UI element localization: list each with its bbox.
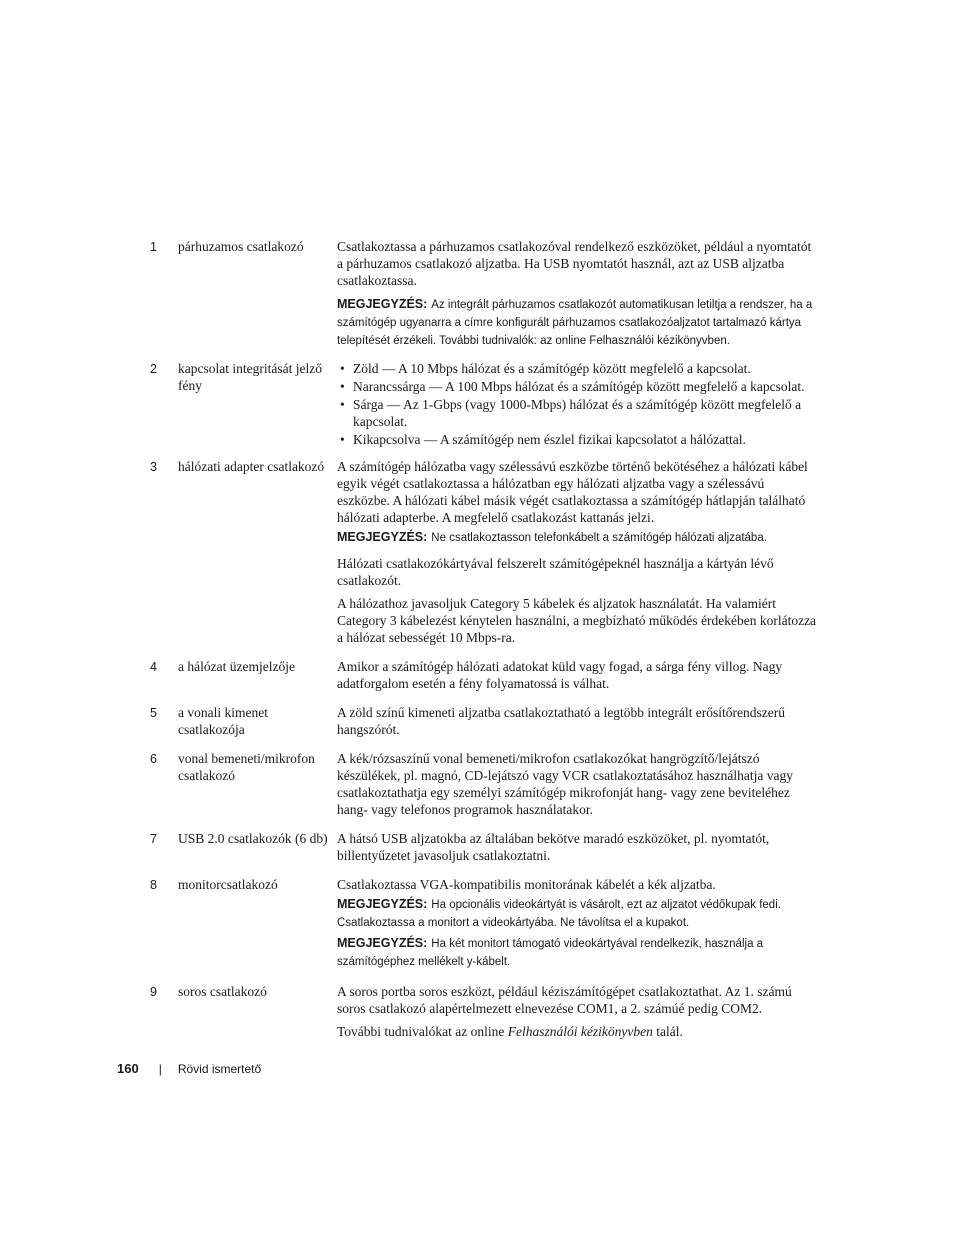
connector-description	[337, 458, 820, 652]
connector-description	[337, 876, 820, 977]
table-row	[150, 360, 820, 452]
bullet-icon: •	[340, 397, 345, 412]
description-text: A hálózathoz javasoljuk Category 5 kábelek és aljzatok használatát. Ha valamiért Category 3 kábelezést kénytelen használni, a megbízható működés érdekében korlátozza a hálózat sebességét 10 Mbps-ra.	[337, 596, 817, 645]
connector-name: vonal bemeneti/mikrofon csatlakozó	[178, 751, 315, 783]
row-number: 3	[150, 460, 157, 474]
description-text: A kék/rózsaszínű vonal bemeneti/mikrofon csatlakozókat hangrögzítő/lejátszó készülékek, pl. magnó, CD-lejátszó vagy VCR csatlakoztatásához használhatja vagy csatlakoztathatja egy személyi számítógép mikrofonját hang- vagy zene beviteléhez hang- vagy telefonos programok használatakor.	[337, 751, 793, 817]
bullet-list	[337, 360, 820, 448]
list-item	[337, 431, 820, 448]
bullet-icon: •	[340, 379, 345, 394]
row-number: 6	[150, 752, 157, 766]
row-number: 7	[150, 832, 157, 846]
description-text: Hálózati csatlakozókártyával felszerelt számítógépeknél használja a kártyán lévő csatlakozót.	[337, 556, 774, 588]
footer-separator: |	[158, 1061, 162, 1076]
note-text: Ha két monitort támogató videokártyával rendelkezik, használja a számítógéphez mellékelt y-kábelt.	[337, 938, 764, 968]
description-text: A zöld színű kimeneti aljzatba csatlakoztatható a legtöbb integrált erősítőrendszerű hangszórót.	[337, 705, 785, 737]
table-row	[150, 658, 820, 698]
connector-name: USB 2.0 csatlakozók (6 db)	[178, 831, 328, 846]
connector-description	[337, 360, 820, 452]
connector-description	[337, 830, 820, 870]
table-row	[150, 238, 820, 356]
description-text: A számítógép hálózatba vagy szélessávú eszközbe történő bekötéséhez a hálózati kábel egyik végét csatlakoztassa a hálózatban egy hálózati aljzatba vagy a szélessávú eszközbe. A hálózati kábel másik végét csatlakoztassa a számítógép hátlapján található hálózati adapterbe. A megfelelő csatlakozást kattanás jelzi.	[337, 459, 808, 525]
note-label: MEGJEGYZÉS:	[337, 936, 428, 950]
manual-title: Felhasználói kézikönyvben	[507, 1024, 653, 1039]
row-number: 1	[150, 240, 157, 254]
row-number: 2	[150, 362, 157, 376]
description-text: Csatlakoztassa VGA-kompatibilis monitorának kábelét a kék aljzatba.	[337, 877, 716, 892]
note-text: Ha opcionális videokártyát is vásárolt, ezt az aljzatot védőkupak fedi. Csatlakoztassa a monitort a videokártyába. Ne távolítsa el a kupakot.	[337, 899, 781, 929]
note	[337, 895, 820, 932]
connector-description	[337, 238, 820, 356]
note	[337, 528, 820, 547]
description-text: A hátsó USB aljzatokba az általában bekötve maradó eszközöket, pl. nyomtatót, billentyűzetet javasoljuk csatlakoztatni.	[337, 831, 770, 863]
connector-name: kapcsolat integritását jelző fény	[178, 361, 322, 393]
connector-name: hálózati adapter csatlakozó	[178, 459, 325, 474]
connector-description	[337, 658, 820, 698]
description-text	[337, 1023, 820, 1040]
text-fragment: talál.	[652, 1024, 683, 1039]
connector-description	[337, 983, 820, 1046]
note-text: Az integrált párhuzamos csatlakozót automatikusan letiltja a rendszer, ha a számítógép ugyanarra a címre konfigurált párhuzamos csatlakozóaljzatot tartalmazó kártya telepítését érzékeli. További tudnivalók: az online Felhasználói kézikönyvben.	[337, 299, 813, 347]
connector-name: párhuzamos csatlakozó	[178, 239, 304, 254]
row-number: 5	[150, 706, 157, 720]
list-item-text: Zöld — A 10 Mbps hálózat és a számítógép között megfelelő a kapcsolat.	[353, 361, 751, 376]
note-label: MEGJEGYZÉS:	[337, 897, 428, 911]
note-text: Ne csatlakoztasson telefonkábelt a számítógép hálózati aljzatába.	[431, 532, 767, 544]
page-footer	[117, 1061, 261, 1076]
bullet-icon: •	[340, 361, 345, 376]
row-number: 9	[150, 985, 157, 999]
list-item	[337, 378, 820, 395]
list-item-text: Sárga — Az 1-Gbps (vagy 1000-Mbps) hálózat és a számítógép között megfelelő a kapcsolat.	[353, 397, 802, 429]
description-text: Amikor a számítógép hálózati adatokat küld vagy fogad, a sárga fény villog. Nagy adatforgalom esetén a fény folyamatossá is válhat.	[337, 659, 783, 691]
list-item-text: Kikapcsolva — A számítógép nem észlel fizikai kapcsolatot a hálózattal.	[353, 432, 746, 447]
note	[337, 295, 820, 350]
section-title: Rövid ismertető	[177, 1061, 262, 1076]
connector-name: a vonali kimenet csatlakozója	[178, 705, 268, 737]
list-item	[337, 396, 820, 430]
note	[337, 934, 820, 971]
connector-description	[337, 704, 820, 744]
connector-description	[337, 750, 820, 824]
text-fragment: További tudnivalókat az online	[337, 1024, 508, 1039]
table-row	[150, 830, 820, 870]
list-item-text: Narancssárga — A 100 Mbps hálózat és a számítógép között megfelelő a kapcsolat.	[353, 379, 805, 394]
connector-table	[150, 238, 820, 1046]
page-number: 160	[117, 1061, 139, 1076]
description-text: A soros portba soros eszközt, például kéziszámítógépet csatlakoztathat. Az 1. számú soros csatlakozó alapértelmezett elnevezése COM1, a 2. számúé pedig COM2.	[337, 984, 792, 1016]
table-row	[150, 704, 820, 744]
connector-name: monitorcsatlakozó	[178, 877, 278, 892]
row-number: 8	[150, 878, 157, 892]
table-row	[150, 750, 820, 824]
table-row	[150, 983, 820, 1046]
connector-name: soros csatlakozó	[178, 984, 267, 999]
table-row	[150, 876, 820, 977]
table-row	[150, 458, 820, 652]
row-number: 4	[150, 660, 157, 674]
description-text: Csatlakoztassa a párhuzamos csatlakozóval rendelkező eszközöket, például a nyomtatót a párhuzamos csatlakozó aljzatba. Ha USB nyomtatót használ, azt az USB aljzatba csatlakoztassa.	[337, 239, 812, 288]
note-label: MEGJEGYZÉS:	[337, 530, 428, 544]
list-item	[337, 360, 820, 377]
bullet-icon: •	[340, 432, 345, 447]
note-label: MEGJEGYZÉS:	[337, 297, 428, 311]
connector-name: a hálózat üzemjelzője	[178, 659, 295, 674]
